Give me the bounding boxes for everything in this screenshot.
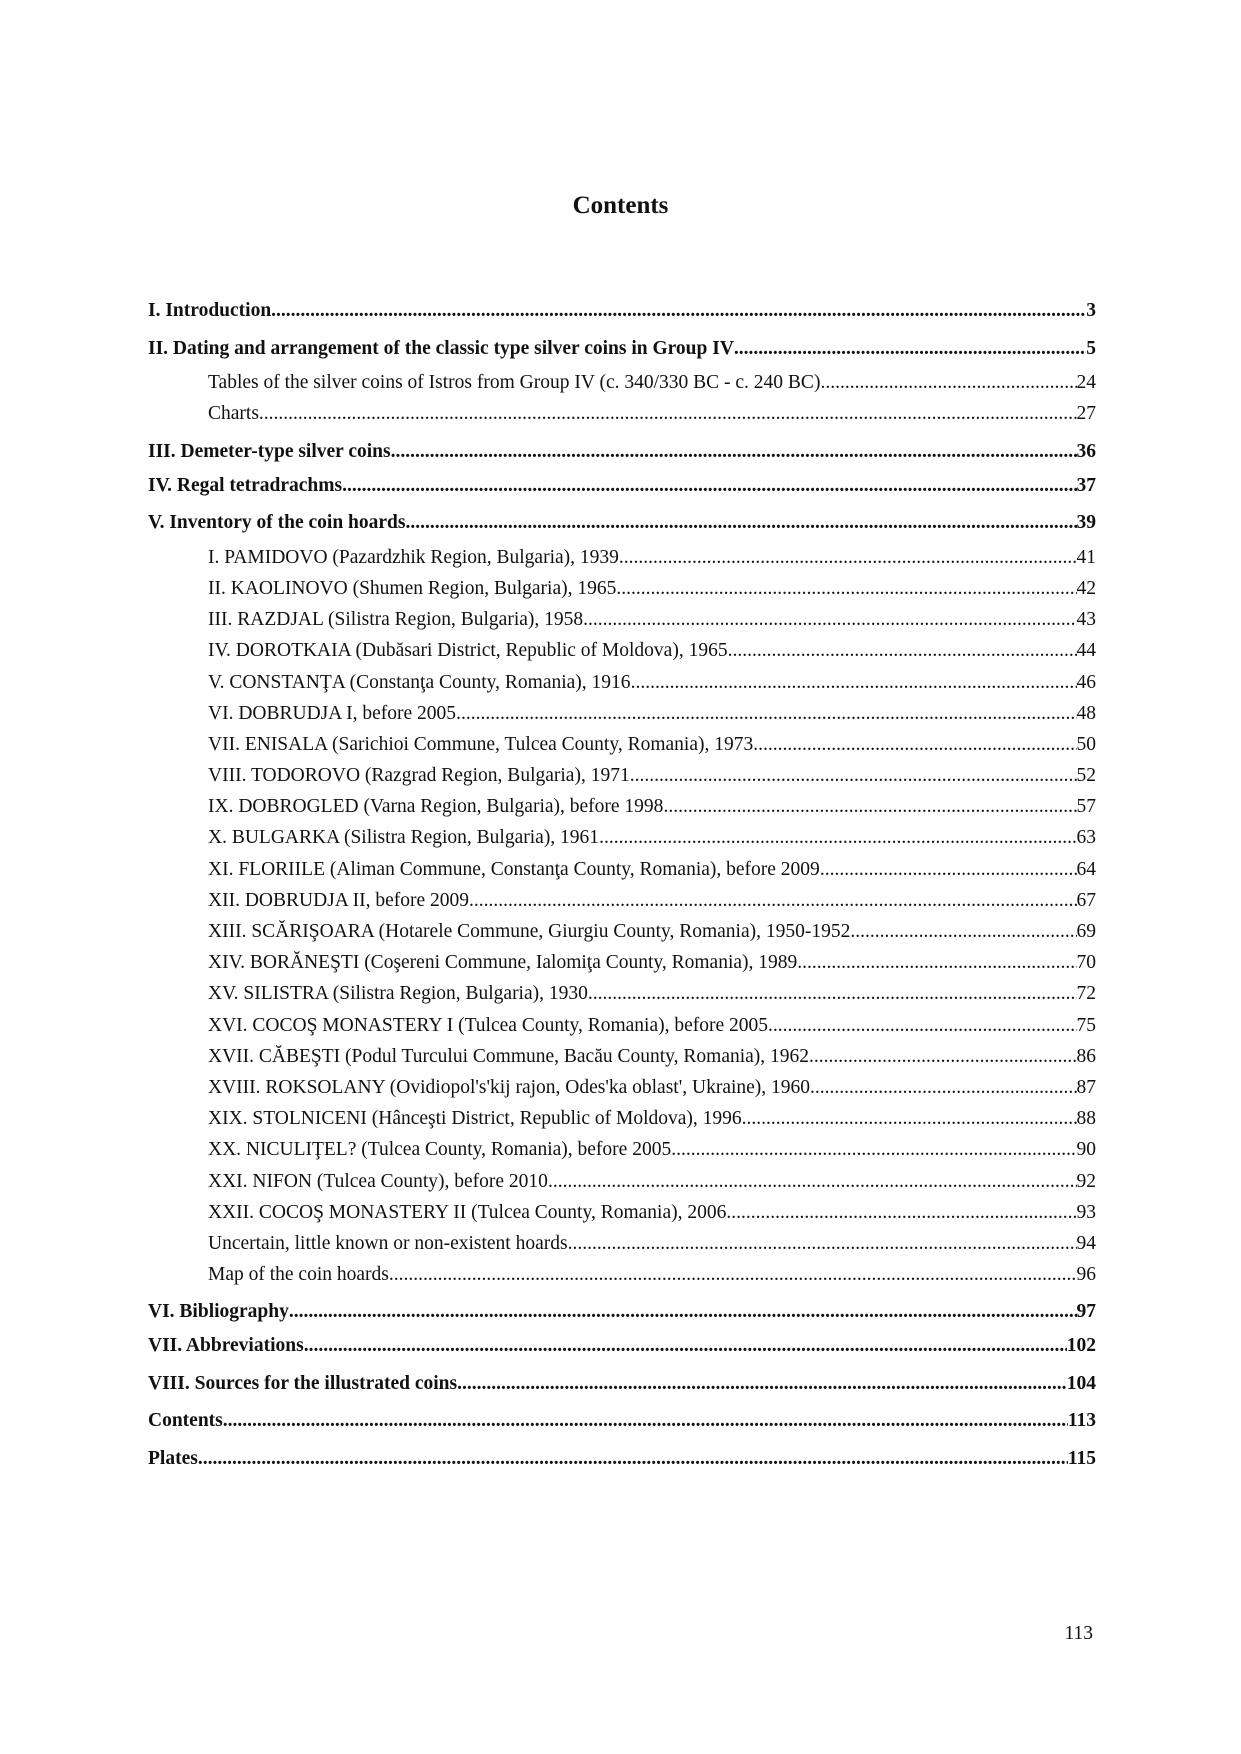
toc-entry-page: 50 [1076, 733, 1096, 755]
toc-dot-leader [406, 504, 1077, 542]
toc-entry-page: 67 [1076, 889, 1096, 911]
toc-chapter-entry [148, 1440, 1096, 1478]
toc-entry-title: Uncertain, little known or non-existent hoards [208, 1232, 568, 1254]
toc-dot-leader [457, 1365, 1067, 1403]
toc-entry-page: 75 [1076, 1014, 1096, 1036]
toc-entry-page: 72 [1076, 983, 1096, 1005]
toc-entry-title: XXII. COCOŞ MONASTERY II (Tulcea County, Romania), 2006 [208, 1201, 727, 1223]
toc-section-entry [148, 1134, 1096, 1165]
toc-entry-title: I. Introduction [148, 300, 272, 321]
toc-entry-title: XI. FLORIILE (Aliman Commune, Constanţa County, Romania), before 2009 [208, 858, 820, 880]
toc-dot-leader [797, 947, 1076, 978]
toc-entry-title: XIX. STOLNICENI (Hânceşti District, Republic of Moldova), 1996 [208, 1108, 742, 1130]
toc-dot-leader [753, 729, 1076, 760]
toc-entry-title: V. CONSTANŢA (Constanţa County, Romania), 1916 [208, 671, 631, 693]
toc-chapter-entry [148, 467, 1096, 505]
toc-dot-leader [259, 398, 1077, 429]
toc-entry-title: II. KAOLINOVO (Shumen Region, Bulgaria), 1965 [208, 577, 617, 599]
toc-chapter-entry [148, 436, 1096, 467]
toc-dot-leader [820, 367, 1076, 398]
toc-entry-page: 115 [1067, 1448, 1096, 1470]
toc-entry-page: 113 [1067, 1410, 1096, 1432]
toc-entry-page: 96 [1076, 1264, 1096, 1286]
toc-dot-leader [768, 1010, 1076, 1041]
toc-entry-title: Tables of the silver coins of Istros from Group IV (c. 340/330 BC - c. 240 BC) [208, 372, 821, 394]
toc-entry-title: Map of the coin hoards [208, 1264, 389, 1286]
toc-entry-title: VII. Abbreviations [148, 1335, 304, 1357]
toc-entry-title: XVII. CĂBEŞTI (Podul Turcului Commune, Bacău County, Romania), 1962 [208, 1045, 810, 1067]
toc-entry-title: VIII. TODOROVO (Razgrad Region, Bulgaria), 1971 [208, 765, 630, 787]
toc-entry-page: 5 [1086, 337, 1096, 359]
toc-section-entry [148, 1010, 1096, 1041]
toc-section-entry [148, 1228, 1096, 1259]
toc-entry-page: 97 [1076, 1301, 1096, 1323]
toc-dot-leader [671, 1134, 1076, 1165]
toc-entry-page: 43 [1076, 609, 1096, 631]
toc-entry-page: 44 [1076, 640, 1096, 662]
toc-dot-leader [289, 1296, 1077, 1327]
toc-entry-page: 102 [1066, 1335, 1096, 1357]
toc-dot-leader [456, 698, 1076, 729]
toc-section-entry [148, 1041, 1096, 1072]
toc-entry-page: 3 [1086, 300, 1096, 321]
toc-section-entry [148, 978, 1096, 1009]
toc-entry-page: 39 [1076, 512, 1096, 534]
toc-entry-title: IV. Regal tetradrachms [148, 474, 343, 496]
toc-dot-leader [198, 1440, 1068, 1478]
toc-entry-page: 86 [1076, 1045, 1096, 1067]
toc-entry-title: III. RAZDJAL (Silistra Region, Bulgaria), 1958 [208, 609, 584, 631]
toc-entry-title: XIV. BORĂNEŞTI (Coşereni Commune, Ialomiţa County, Romania), 1989 [208, 952, 798, 974]
toc-entry-page: 88 [1076, 1108, 1096, 1130]
toc-entry-title: II. Dating and arrangement of the classic type silver coins in Group IV [148, 337, 734, 359]
toc-section-entry [148, 542, 1096, 573]
toc-chapter-entry [148, 1327, 1096, 1365]
toc-dot-leader [548, 1166, 1077, 1197]
toc-dot-leader [663, 791, 1076, 822]
toc-entry-title: XIII. SCĂRIŞOARA (Hotarele Commune, Giurgiu County, Romania), 1950-1952 [208, 921, 851, 942]
toc-section-entry [148, 729, 1096, 760]
toc-section-entry [148, 667, 1096, 698]
toc-entry-page: 24 [1076, 372, 1096, 394]
toc-entry-title: Plates [148, 1448, 198, 1470]
toc-chapter-entry [148, 504, 1096, 542]
toc-entry-page: 41 [1076, 546, 1096, 568]
toc-entry-title: I. PAMIDOVO (Pazardzhik Region, Bulgaria), 1939 [208, 546, 619, 568]
toc-entry-title: VII. ENISALA (Sarichioi Commune, Tulcea County, Romania), 1973 [208, 733, 754, 755]
toc-entry-page: 87 [1076, 1076, 1096, 1098]
toc-dot-leader [391, 436, 1077, 467]
toc-chapter-entry [148, 1402, 1096, 1440]
toc-dot-leader [728, 635, 1077, 666]
toc-dot-leader [568, 1228, 1077, 1259]
toc-dot-leader [389, 1259, 1077, 1290]
toc-dot-leader [583, 604, 1076, 635]
toc-entry-page: 52 [1076, 765, 1096, 787]
toc-entry-title: X. BULGARKA (Silistra Region, Bulgaria), 1961 [208, 827, 600, 849]
toc-dot-leader [271, 292, 1086, 330]
toc-entry-title: VIII. Sources for the illustrated coins [148, 1372, 458, 1394]
toc-entry-page: 48 [1076, 702, 1096, 724]
toc-entry-title: XXI. NIFON (Tulcea County), before 2010 [208, 1170, 548, 1192]
toc-entry-page: 69 [1076, 921, 1096, 942]
toc-section-entry [148, 1103, 1096, 1134]
toc-dot-leader [588, 978, 1077, 1009]
table-of-contents [148, 292, 1096, 1478]
toc-entry-title: IV. DOROTKAIA (Dubăsari District, Republic of Moldova), 1965 [208, 640, 728, 662]
toc-entry-page: 42 [1076, 577, 1096, 599]
page-title: Contents [572, 192, 669, 219]
toc-dot-leader [616, 573, 1076, 604]
toc-section-entry [148, 1072, 1096, 1103]
toc-section-entry [148, 822, 1096, 853]
toc-dot-leader [809, 1041, 1076, 1072]
toc-section-entry [148, 916, 1096, 947]
toc-dot-leader [223, 1402, 1068, 1440]
page-number: 113 [1064, 1623, 1093, 1644]
toc-section-entry [148, 885, 1096, 916]
toc-entry-title: Contents [148, 1410, 223, 1432]
toc-entry-title: XV. SILISTRA (Silistra Region, Bulgaria), 1930 [208, 983, 588, 1005]
toc-entry-title: XII. DOBRUDJA II, before 2009 [208, 889, 470, 911]
toc-dot-leader [810, 1072, 1076, 1103]
toc-entry-page: 57 [1076, 796, 1096, 818]
toc-dot-leader [342, 467, 1076, 505]
toc-entry-page: 63 [1076, 827, 1096, 849]
toc-section-entry [148, 604, 1096, 635]
toc-section-entry [148, 398, 1096, 429]
toc-entry-page: 92 [1076, 1170, 1096, 1192]
toc-dot-leader [599, 822, 1076, 853]
toc-entry-title: III. Demeter-type silver coins [148, 440, 391, 462]
toc-entry-title: Charts [208, 403, 259, 425]
toc-entry-page: 37 [1076, 474, 1096, 496]
toc-section-entry [148, 854, 1096, 885]
toc-entry-title: IX. DOBROGLED (Varna Region, Bulgaria), before 1998 [208, 796, 664, 818]
toc-chapter-entry [148, 1365, 1096, 1403]
toc-dot-leader [630, 760, 1077, 791]
toc-section-entry [148, 573, 1096, 604]
toc-entry-page: 93 [1076, 1201, 1096, 1223]
toc-dot-leader [742, 1103, 1077, 1134]
toc-dot-leader [726, 1197, 1076, 1228]
toc-section-entry [148, 367, 1096, 398]
toc-entry-page: 90 [1076, 1139, 1096, 1161]
toc-entry-title: VI. DOBRUDJA I, before 2005 [208, 702, 457, 724]
toc-entry-page: 94 [1076, 1232, 1096, 1254]
toc-dot-leader [469, 885, 1076, 916]
toc-entry-title: XX. NICULIŢEL? (Tulcea County, Romania), before 2005 [208, 1139, 672, 1161]
toc-section-entry [148, 698, 1096, 729]
toc-section-entry [148, 635, 1096, 666]
toc-section-entry [148, 1166, 1096, 1197]
toc-entry-page: 36 [1076, 440, 1096, 462]
toc-entry-page: 104 [1066, 1372, 1096, 1394]
toc-chapter-entry [148, 292, 1096, 330]
toc-section-entry [148, 791, 1096, 822]
toc-dot-leader [820, 854, 1077, 885]
toc-chapter-entry [148, 1296, 1096, 1327]
toc-dot-leader [631, 667, 1077, 698]
toc-section-entry [148, 947, 1096, 978]
toc-entry-title: VI. Bibliography [148, 1301, 289, 1323]
toc-dot-leader [734, 330, 1086, 368]
toc-dot-leader [619, 542, 1077, 573]
toc-entry-title: V. Inventory of the coin hoards [148, 512, 406, 534]
toc-section-entry [148, 760, 1096, 791]
toc-entry-page: 27 [1076, 403, 1096, 425]
toc-entry-page: 70 [1076, 952, 1096, 974]
toc-chapter-entry [148, 330, 1096, 368]
toc-entry-title: XVI. COCOŞ MONASTERY I (Tulcea County, Romania), before 2005 [208, 1014, 769, 1036]
toc-entry-page: 64 [1076, 858, 1096, 880]
toc-entry-title: XVIII. ROKSOLANY (Ovidiopol's'kij rajon, Odes'ka oblast', Ukraine), 1960 [208, 1076, 811, 1098]
toc-entry-page: 46 [1076, 671, 1096, 693]
toc-dot-leader [304, 1327, 1067, 1365]
toc-section-entry [148, 1197, 1096, 1228]
toc-dot-leader [850, 916, 1076, 947]
toc-section-entry [148, 1259, 1096, 1290]
